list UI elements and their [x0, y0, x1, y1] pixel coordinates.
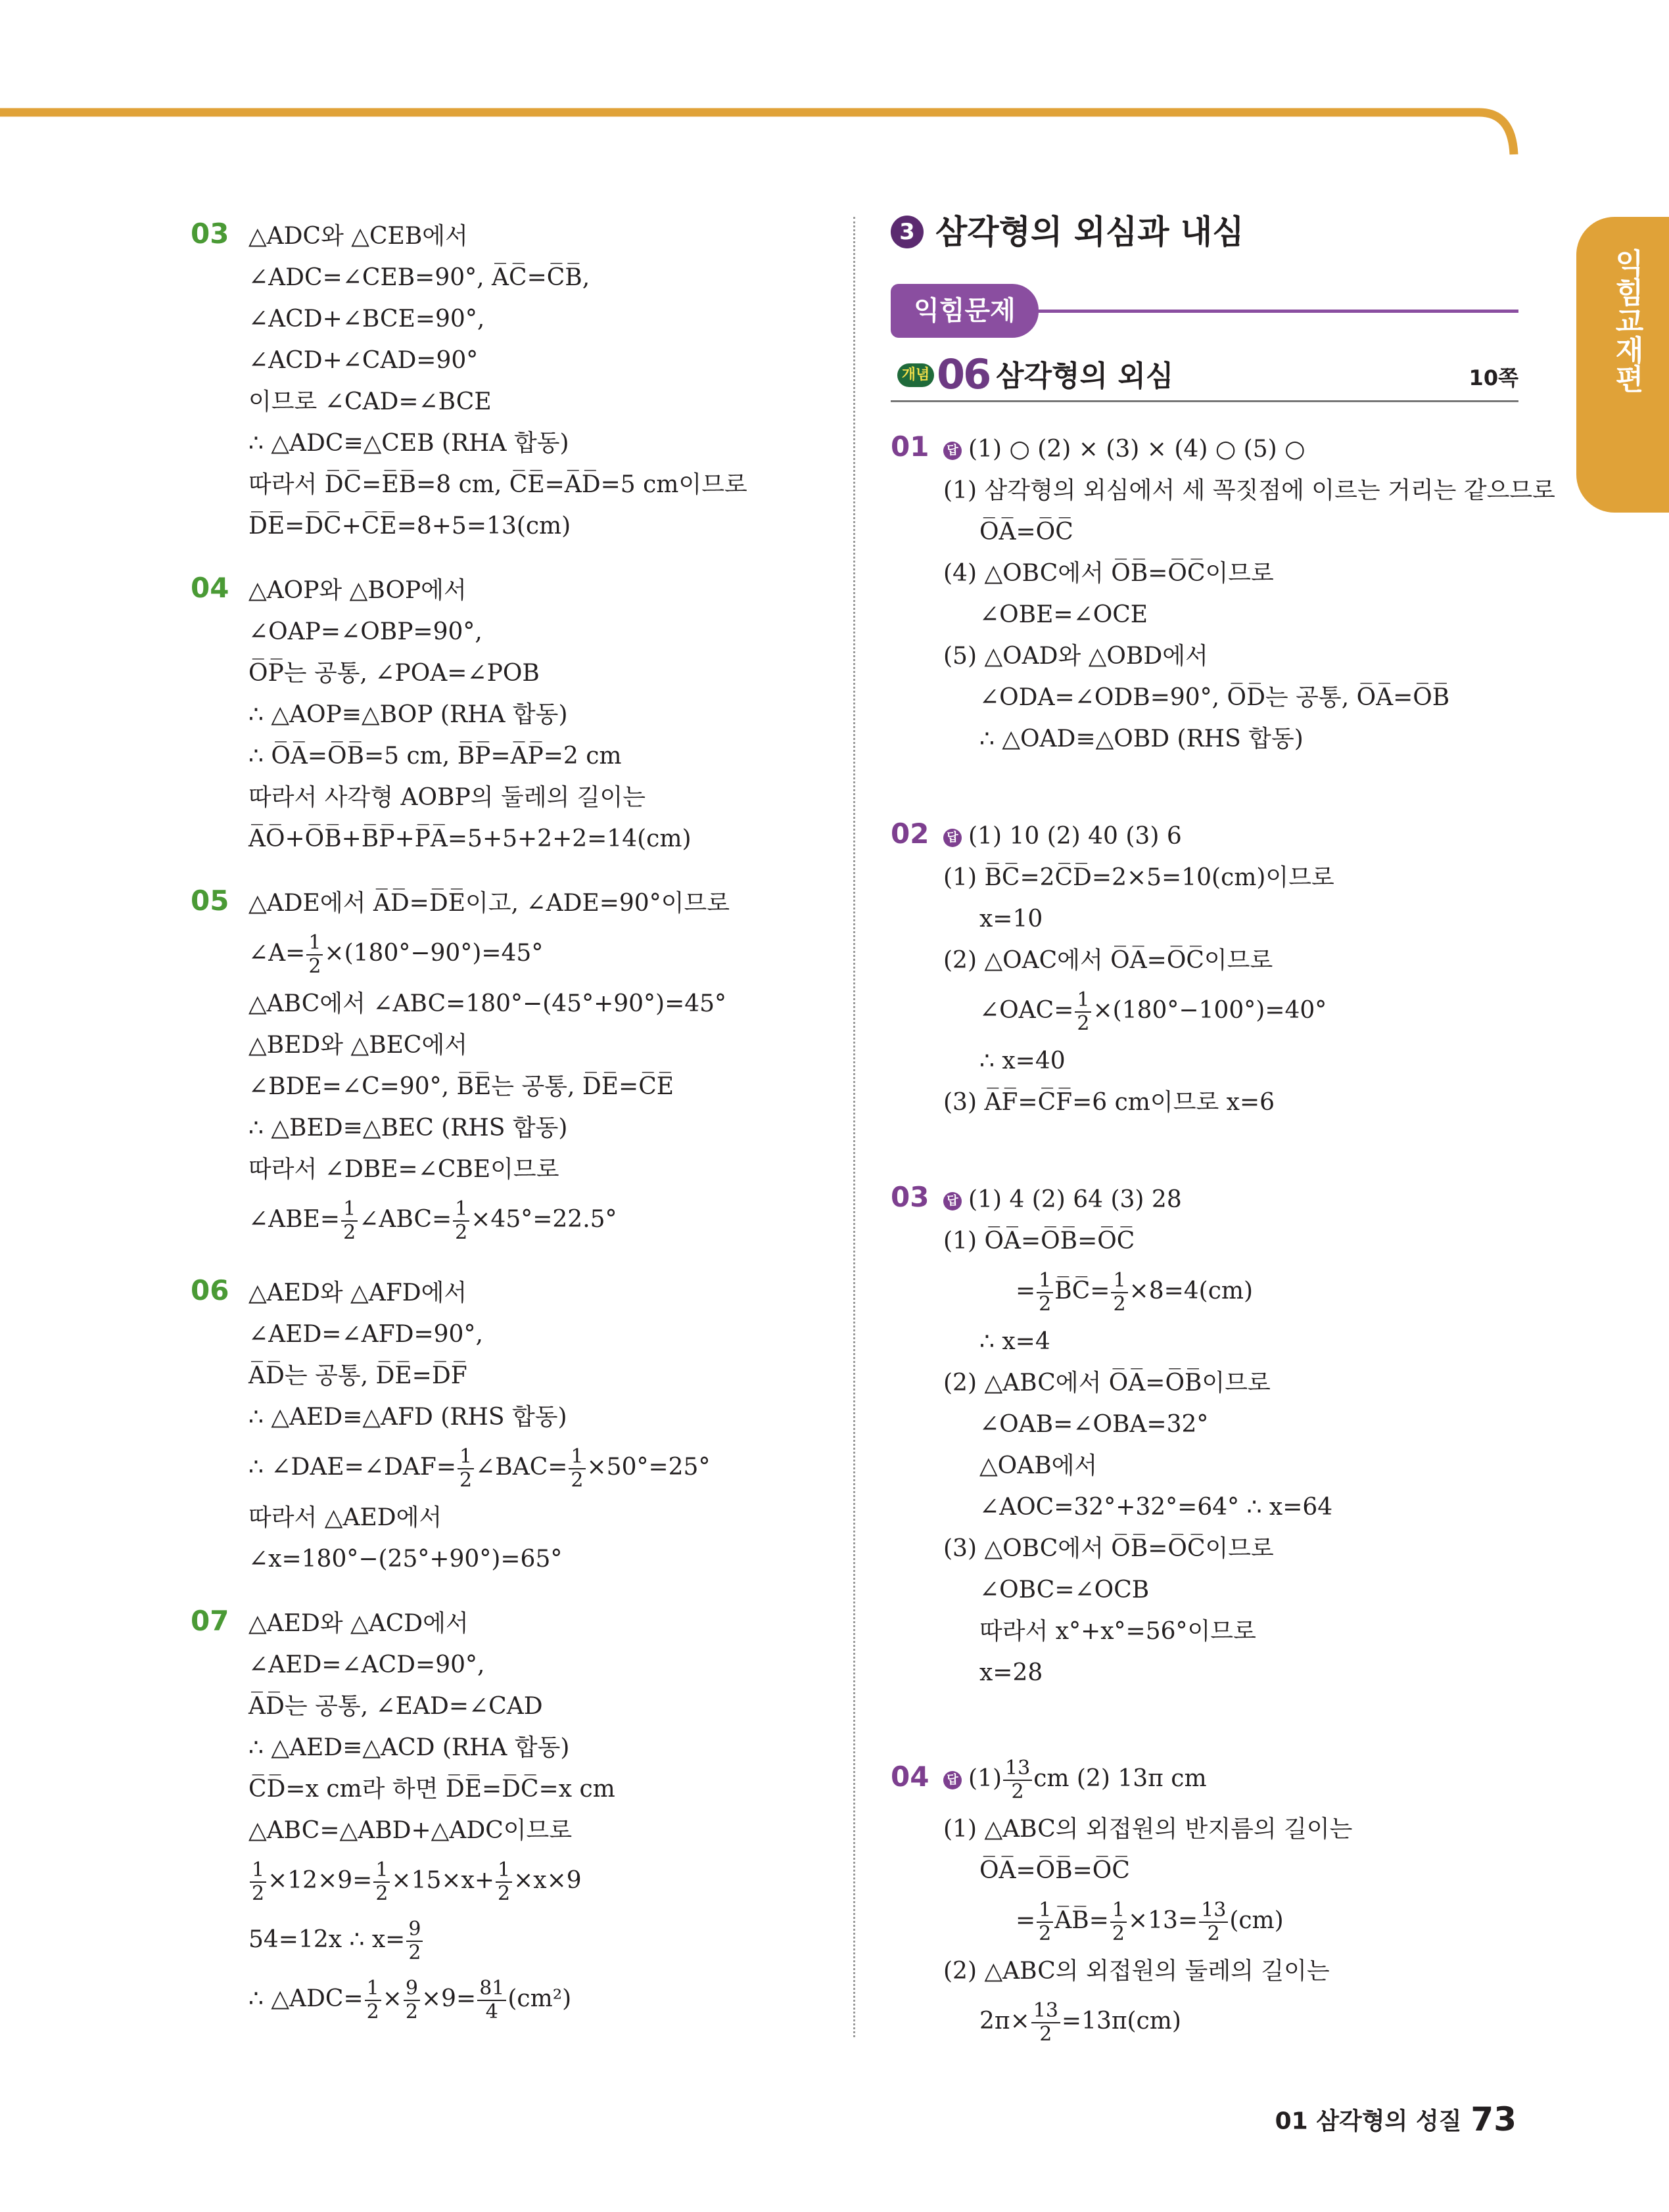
- answer-icon: 답: [943, 829, 962, 847]
- fraction: $\frac{13}{2}$: [1199, 1899, 1228, 1945]
- solution-line: △ABC에서 ∠ABC=180°−(45°+90°)=45°: [248, 990, 727, 1017]
- solution-line: ∴ O̅A̅=O̅B̅=5 cm, B̅P̅=A̅P̅=2 cm: [248, 743, 622, 770]
- solution-line: (2) △OAC에서 O̅A̅=O̅C̅이므로: [943, 947, 1273, 974]
- left-column: [191, 216, 841, 2029]
- solution-line-fraction: ∠OAC= $\frac{1}{2}$ ×(180°−100°)=40°: [979, 988, 1327, 1035]
- fraction: $\frac{1}{2}$: [1075, 989, 1091, 1035]
- top-decorative-band: [0, 0, 1518, 158]
- solution-line: (5) △OAD와 △OBD에서: [943, 643, 1208, 670]
- concept-page-ref: 10쪽: [1469, 365, 1518, 390]
- solution-line: O̅A̅=O̅C̅: [979, 518, 1073, 545]
- answer-icon: 답: [943, 1192, 962, 1210]
- solution-line: A̅D̅는 공통, ∠EAD=∠CAD: [248, 1693, 543, 1720]
- problem-06-left: [191, 1272, 841, 1580]
- concept-badge: 개념: [897, 363, 934, 387]
- solution-line: ∠ODA=∠ODB=90°, O̅D̅는 공통, O̅A̅=O̅B̅: [979, 684, 1450, 711]
- solution-line: △AED와 △AFD에서: [248, 1279, 467, 1306]
- answer-line: 답 (1) ○ (2) × (3) × (4) ○ (5) ○: [943, 428, 1518, 470]
- problem-03-right: [891, 1179, 1518, 1694]
- problem-number: 05: [191, 885, 229, 917]
- fraction: $\frac{1}{2}$: [341, 1198, 358, 1244]
- solution-line-fraction: ∴ ∠DAE=∠DAF= $\frac{1}{2}$ ∠BAC= $\frac{1}{2}$ ×50°=25°: [248, 1445, 711, 1492]
- problem-number: 02: [891, 818, 929, 850]
- problem-01-right: [891, 428, 1555, 760]
- solution-line: ∴ △OAD≡△OBD (RHS 합동): [979, 726, 1304, 752]
- concept-number: 06: [937, 350, 990, 398]
- solution-line-fraction: = $\frac{1}{2}$ B̅C̅= $\frac{1}{2}$ ×8=4(cm): [1016, 1269, 1254, 1316]
- solution-line: ∠ADC=∠CEB=90°, A̅C̅=C̅B̅,: [248, 264, 590, 291]
- fraction: $\frac{9}{2}$: [404, 1977, 420, 2023]
- problem-number: 03: [191, 218, 229, 250]
- problem-04-right: [891, 1749, 1518, 2051]
- fraction: $\frac{13}{2}$: [1031, 2000, 1060, 2046]
- solution-line: x=28: [979, 1659, 1043, 1686]
- solution-line: A̅D̅는 공통, D̅E̅=D̅F̅: [248, 1362, 467, 1389]
- fraction: $\frac{1}{2}$: [1037, 1270, 1053, 1316]
- chapter-label: 01 삼각형의 성질: [1275, 2108, 1462, 2135]
- solution-line: O̅P̅는 공통, ∠POA=∠POB: [248, 660, 540, 687]
- exercise-ribbon: [891, 284, 1518, 340]
- solution-line: △ADC와 △CEB에서: [248, 223, 468, 250]
- solution-line: ∠OBC=∠OCB: [979, 1577, 1150, 1603]
- problem-number: 04: [191, 572, 229, 604]
- solution-line: (1) 삼각형의 외심에서 세 꼭짓점에 이르는 거리는 같으므로: [943, 477, 1555, 504]
- solution-line: A̅O̅+O̅B̅+B̅P̅+P̅A̅=5+5+2+2=14(cm): [248, 825, 692, 852]
- solution-line: (2) △ABC에서 O̅A̅=O̅B̅이므로: [943, 1370, 1271, 1396]
- section-heading: [891, 210, 1518, 263]
- solution-line: ∴ △AED≡△AFD (RHS 합동): [248, 1404, 567, 1431]
- answer-line: 답 (1) $\frac{13}{2}$ cm (2) 13π cm: [943, 1749, 1518, 1809]
- fraction: $\frac{1}{2}$: [569, 1446, 585, 1492]
- concept-title: 삼각형의 외심: [996, 359, 1174, 393]
- solution-line-fraction: ∠ABE= $\frac{1}{2}$ ∠ABC= $\frac{1}{2}$ ×45°=22.5°: [248, 1197, 617, 1244]
- solution-line: 이므로 ∠CAD=∠BCE: [248, 388, 492, 415]
- fraction: $\frac{1}{2}$: [496, 1859, 512, 1905]
- side-tab-label: 익힘교재편: [1610, 248, 1643, 393]
- solution-line: (3) A̅F̅=C̅F̅=6 cm이므로 x=6: [943, 1089, 1275, 1116]
- fraction: $\frac{1}{2}$: [458, 1446, 474, 1492]
- answer-icon: 답: [943, 1771, 962, 1789]
- answer-icon: 답: [943, 442, 962, 460]
- solution-line: △AOP와 △BOP에서: [248, 577, 467, 604]
- solution-line: ∴ x=40: [979, 1048, 1066, 1074]
- fraction: $\frac{1}{2}$: [306, 932, 323, 978]
- solution-line: 따라서 D̅C̅=E̅B̅=8 cm, C̅E̅=A̅D̅=5 cm이므로: [248, 471, 747, 498]
- solution-line: ∠AED=∠AFD=90°,: [248, 1321, 483, 1348]
- column-divider: [853, 217, 855, 2037]
- solution-line-fraction: = $\frac{1}{2}$ A̅B̅= $\frac{1}{2}$ ×13= $\frac{13}{2}$ (cm): [1016, 1899, 1284, 1945]
- solution-line: ∠OAB=∠OBA=32°: [979, 1411, 1209, 1438]
- problem-number: 01: [891, 430, 929, 463]
- solution-line-fraction: 2π× $\frac{13}{2}$ =13π(cm): [979, 1999, 1181, 2046]
- solution-line: (1) B̅C̅=2C̅D̅=2×5=10(cm)이므로: [943, 864, 1334, 891]
- answer-line: 답 (1) 10 (2) 40 (3) 6: [943, 816, 1518, 857]
- page-number: 73: [1470, 2100, 1516, 2138]
- solution-line: ∠ACD+∠BCE=90°,: [248, 306, 485, 333]
- solution-line: 따라서 △AED에서: [248, 1504, 442, 1531]
- problem-02-right: [891, 816, 1518, 1123]
- solution-line: △BED와 △BEC에서: [248, 1032, 468, 1059]
- ribbon-label: 익힘문제: [891, 284, 1039, 338]
- fraction: $\frac{81}{4}$: [477, 1977, 506, 2023]
- problem-number: 03: [891, 1181, 929, 1213]
- solution-line: 따라서 사각형 AOBP의 둘레의 길이는: [248, 784, 646, 811]
- solution-line: ∠OBE=∠OCE: [979, 601, 1148, 628]
- solution-line: (2) △ABC의 외접원의 둘레의 길이는: [943, 1958, 1330, 1985]
- fraction: $\frac{1}{2}$: [365, 1977, 381, 2023]
- solution-line: ∠BDE=∠C=90°, B̅E̅는 공통, D̅E̅=C̅E̅: [248, 1073, 674, 1100]
- ribbon-rule: [1035, 310, 1518, 313]
- solution-line: △ABC=△ABD+△ADC이므로: [248, 1817, 573, 1844]
- solution-line: △OAB에서: [979, 1452, 1098, 1479]
- solution-line: ∴ △AED≡△ACD (RHA 합동): [248, 1734, 570, 1761]
- right-column: [891, 210, 1555, 2051]
- solution-line-fraction: ∴ △ADC= $\frac{1}{2}$ × $\frac{9}{2}$ ×9= $\frac{81}{4}$ (cm²): [248, 1977, 572, 2023]
- solution-line: D̅E̅=D̅C̅+C̅E̅=8+5=13(cm): [248, 513, 571, 540]
- solution-line: C̅D̅=x cm라 하면 D̅E̅=D̅C̅=x cm: [248, 1776, 615, 1803]
- problem-04-left: [191, 570, 841, 860]
- fraction: $\frac{9}{2}$: [406, 1918, 423, 1964]
- solution-line: ∠AED=∠ACD=90°,: [248, 1651, 485, 1678]
- fraction: $\frac{1}{2}$: [1037, 1899, 1053, 1945]
- solution-line: ∴ △BED≡△BEC (RHS 합동): [248, 1115, 568, 1141]
- solution-line: (4) △OBC에서 O̅B̅=O̅C̅이므로: [943, 560, 1274, 587]
- solution-line: (1) △ABC의 외접원의 반지름의 길이는: [943, 1816, 1353, 1843]
- solution-line: ∠ACD+∠CAD=90°: [248, 347, 479, 374]
- problem-05-left: [191, 883, 841, 1249]
- solution-line: ∴ △AOP≡△BOP (RHA 합동): [248, 701, 568, 728]
- fraction: $\frac{1}{2}$: [250, 1859, 266, 1905]
- solution-line: ∠AOC=32°+32°=64° ∴ x=64: [979, 1494, 1333, 1521]
- section-title: 삼각형의 외심과 내심: [935, 213, 1244, 251]
- solution-line: (1) O̅A̅=O̅B̅=O̅C̅: [943, 1228, 1135, 1255]
- solution-line: (3) △OBC에서 O̅B̅=O̅C̅이므로: [943, 1535, 1274, 1562]
- side-tab: [1576, 217, 1669, 513]
- problem-07-left: [191, 1603, 841, 2029]
- problem-number: 07: [191, 1605, 229, 1637]
- solution-line-fraction: ∠A= $\frac{1}{2}$ ×(180°−90°)=45°: [248, 931, 544, 978]
- section-number-badge: 3: [891, 216, 924, 248]
- problem-number: 06: [191, 1274, 229, 1306]
- solution-line-fraction: 54=12x ∴ x= $\frac{9}{2}$: [248, 1910, 841, 1970]
- concept-heading: [891, 350, 1518, 402]
- solution-line-fraction: $\frac{1}{2}$ ×12×9= $\frac{1}{2}$ ×15×x+ $\frac{1}{2}$ ×x×9: [248, 1851, 841, 1910]
- solution-line: ∠OAP=∠OBP=90°,: [248, 618, 482, 645]
- solution-line: △AED와 △ACD에서: [248, 1610, 469, 1637]
- solution-line: O̅A̅=O̅B̅=O̅C̅: [979, 1857, 1130, 1884]
- fraction: $\frac{1}{2}$: [1111, 1270, 1127, 1316]
- fraction: $\frac{1}{2}$: [453, 1198, 469, 1244]
- answer-line: 답 (1) 4 (2) 64 (3) 28: [943, 1179, 1518, 1220]
- solution-line: ∴ x=4: [979, 1328, 1050, 1355]
- solution-line: 따라서 x°+x°=56°이므로: [979, 1618, 1256, 1645]
- solution-line: ∴ △ADC≡△CEB (RHA 합동): [248, 430, 569, 457]
- solution-line: ∠x=180°−(25°+90°)=65°: [248, 1546, 563, 1573]
- problem-number: 04: [891, 1761, 929, 1793]
- problem-03-left: [191, 216, 841, 547]
- page-footer: [1275, 2100, 1516, 2138]
- fraction: $\frac{13}{2}$: [1003, 1757, 1032, 1803]
- solution-line: 따라서 ∠DBE=∠CBE이므로: [248, 1156, 559, 1183]
- fraction: $\frac{1}{2}$: [1110, 1899, 1127, 1945]
- fraction: $\frac{1}{2}$: [373, 1859, 390, 1905]
- solution-line: x=10: [979, 906, 1043, 933]
- solution-line: △ADE에서 A̅D̅=D̅E̅이고, ∠ADE=90°이므로: [248, 890, 730, 917]
